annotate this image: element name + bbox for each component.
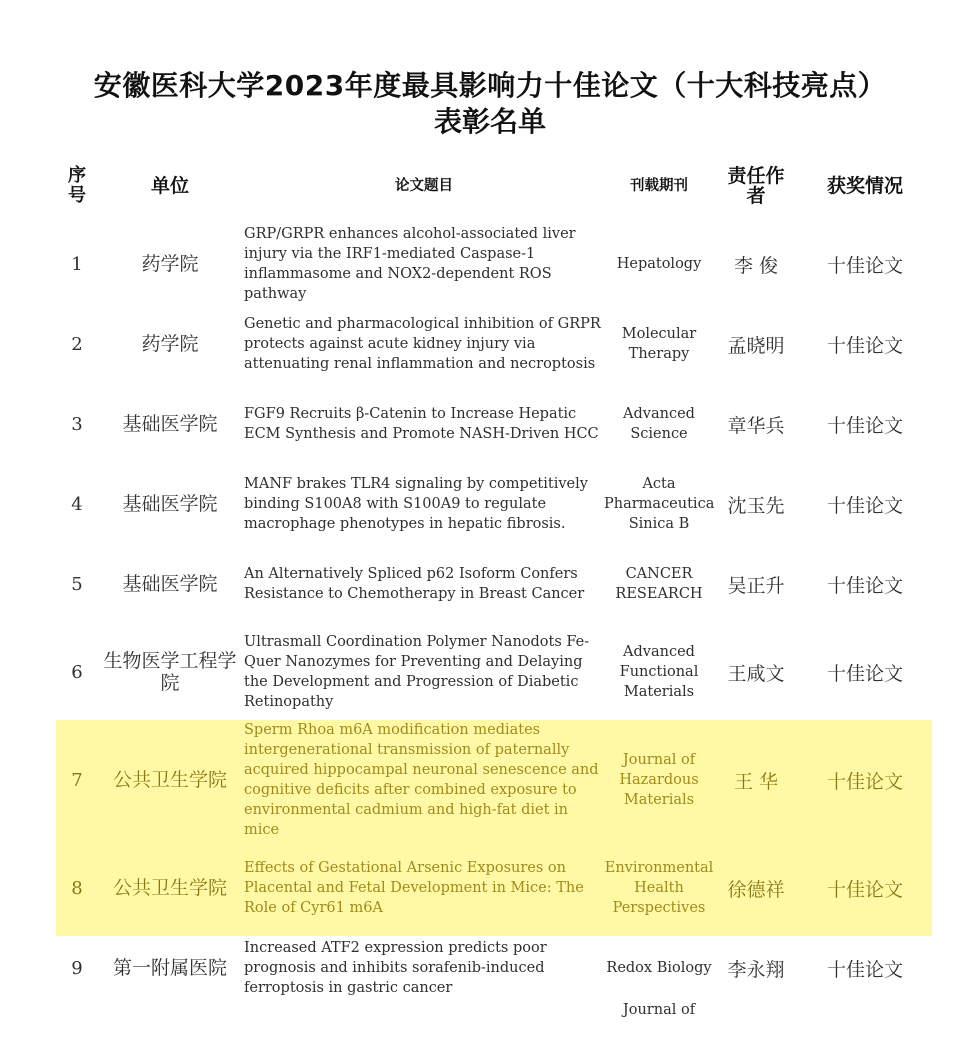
table-row xyxy=(56,624,932,720)
row-unit: 公共卫生学院 xyxy=(98,840,242,936)
table-row xyxy=(56,1000,932,1060)
row-unit: 生物医学工程学院 xyxy=(103,650,237,694)
header-award: 获奖情况 xyxy=(826,175,903,197)
row-author: 李 俊 xyxy=(733,254,779,277)
row-title: Sperm Rhoa m6A modification mediates intergenerational transmission of paternally acquired hippocampal neuronal senescence and cognitive deficits after combined exposure to environmental cadmium and high-fat diet in mice xyxy=(242,720,604,840)
row-author: 沈玉先 xyxy=(727,494,785,517)
row-journal: Environmental Health Perspectives xyxy=(604,840,714,936)
row-unit: 第一附属医院 xyxy=(112,957,227,979)
row-title: Ultrasmall Coordination Polymer Nanodots Fe-Quer Nanozymes for Preventing and Delaying the Development and Progression of Diabetic Retinopathy xyxy=(244,634,590,710)
row-title: GRP/GRPR enhances alcohol-associated liver injury via the IRF1-mediated Caspase-1 inflammasome and NOX2-dependent ROS pathway xyxy=(244,226,576,302)
row-unit: 基础医学院 xyxy=(122,573,218,595)
row-no: 4 xyxy=(71,493,83,515)
row-award: 十佳论文 xyxy=(826,254,903,277)
row-no: 7 xyxy=(56,720,98,840)
table-row xyxy=(56,384,932,464)
row-author: 孟晓明 xyxy=(727,334,785,357)
row-journal: CANCER RESEARCH xyxy=(615,566,703,602)
row-journal: Molecular Therapy xyxy=(621,326,697,362)
row-no: 1 xyxy=(71,253,83,275)
row-unit: 基础医学院 xyxy=(122,413,218,435)
row-author: 李永翔 xyxy=(727,958,785,981)
row-no: 2 xyxy=(71,333,83,355)
row-title: Effects of Gestational Arsenic Exposures on Placental and Fetal Development in Mice: The Role of Cyr61 m6A xyxy=(242,840,604,936)
row-award xyxy=(798,1000,932,1060)
row-author: 吴正升 xyxy=(727,574,785,597)
row-unit: 药学院 xyxy=(141,253,199,275)
row-title: Genetic and pharmacological inhibition of GRPR protects against acute kidney injury via attenuating renal inflammation and necroptosis xyxy=(244,316,601,372)
award-table xyxy=(56,148,932,1060)
row-journal: Acta Pharmaceutica Sinica B xyxy=(604,476,715,532)
row-award: 十佳论文 xyxy=(798,840,932,936)
row-author: 徐德祥 xyxy=(714,840,798,936)
header-author: 责任作者 xyxy=(727,165,785,207)
header-unit: 单位 xyxy=(150,175,189,197)
row-author xyxy=(714,1000,798,1060)
row-journal: Hepatology xyxy=(616,256,702,272)
row-author: 王咸文 xyxy=(727,662,785,685)
row-no: 9 xyxy=(71,957,83,979)
table-row xyxy=(56,936,932,1000)
table-row xyxy=(56,304,932,384)
header-title: 论文题目 xyxy=(395,178,453,194)
row-title: MANF brakes TLR4 signaling by competitively binding S100A8 with S100A9 to regulate macrophage phenotypes in hepatic fibrosis. xyxy=(244,476,588,532)
row-title xyxy=(242,1000,604,1060)
row-title: FGF9 Recruits β-Catenin to Increase Hepatic ECM Synthesis and Promote NASH-Driven HCC xyxy=(244,406,599,442)
table-row xyxy=(56,840,932,936)
document-title: 安徽医科大学2023年度最具影响力十佳论文（十大科技亮点） xyxy=(93,69,887,102)
row-award: 十佳论文 xyxy=(826,494,903,517)
row-journal: Journal of xyxy=(622,1002,696,1018)
header-no: 序号 xyxy=(67,165,86,206)
header-journal: 刊载期刊 xyxy=(630,178,688,194)
row-journal: Journal of Hazardous Materials xyxy=(604,720,714,840)
row-award: 十佳论文 xyxy=(798,720,932,840)
row-award: 十佳论文 xyxy=(826,662,903,685)
row-no: 3 xyxy=(71,413,83,435)
row-journal: Advanced Science xyxy=(623,406,695,442)
row-no: 8 xyxy=(56,840,98,936)
row-no: 6 xyxy=(71,661,83,683)
row-award: 十佳论文 xyxy=(826,334,903,357)
row-author: 王 华 xyxy=(714,720,798,840)
table-row xyxy=(56,720,932,840)
row-unit: 药学院 xyxy=(141,333,199,355)
row-award: 十佳论文 xyxy=(826,574,903,597)
table-row xyxy=(56,464,932,544)
row-author: 章华兵 xyxy=(727,414,785,437)
row-unit: 公共卫生学院 xyxy=(98,720,242,840)
row-unit: 基础医学院 xyxy=(122,493,218,515)
document-subtitle: 表彰名单 xyxy=(433,105,546,138)
row-title: Increased ATF2 expression predicts poor prognosis and inhibits sorafenib-induced ferroptosis in gastric cancer xyxy=(244,940,547,996)
row-no xyxy=(56,1000,98,1060)
table-header-row xyxy=(56,148,932,224)
row-no: 5 xyxy=(71,573,83,595)
row-unit xyxy=(98,1000,242,1060)
row-journal: Redox Biology xyxy=(606,960,712,976)
table-row xyxy=(56,544,932,624)
row-title: An Alternatively Spliced p62 Isoform Confers Resistance to Chemotherapy in Breast Cancer xyxy=(244,566,585,602)
row-award: 十佳论文 xyxy=(826,414,903,437)
row-award: 十佳论文 xyxy=(826,958,903,981)
row-journal: Advanced Functional Materials xyxy=(619,644,699,700)
table-row xyxy=(56,224,932,304)
